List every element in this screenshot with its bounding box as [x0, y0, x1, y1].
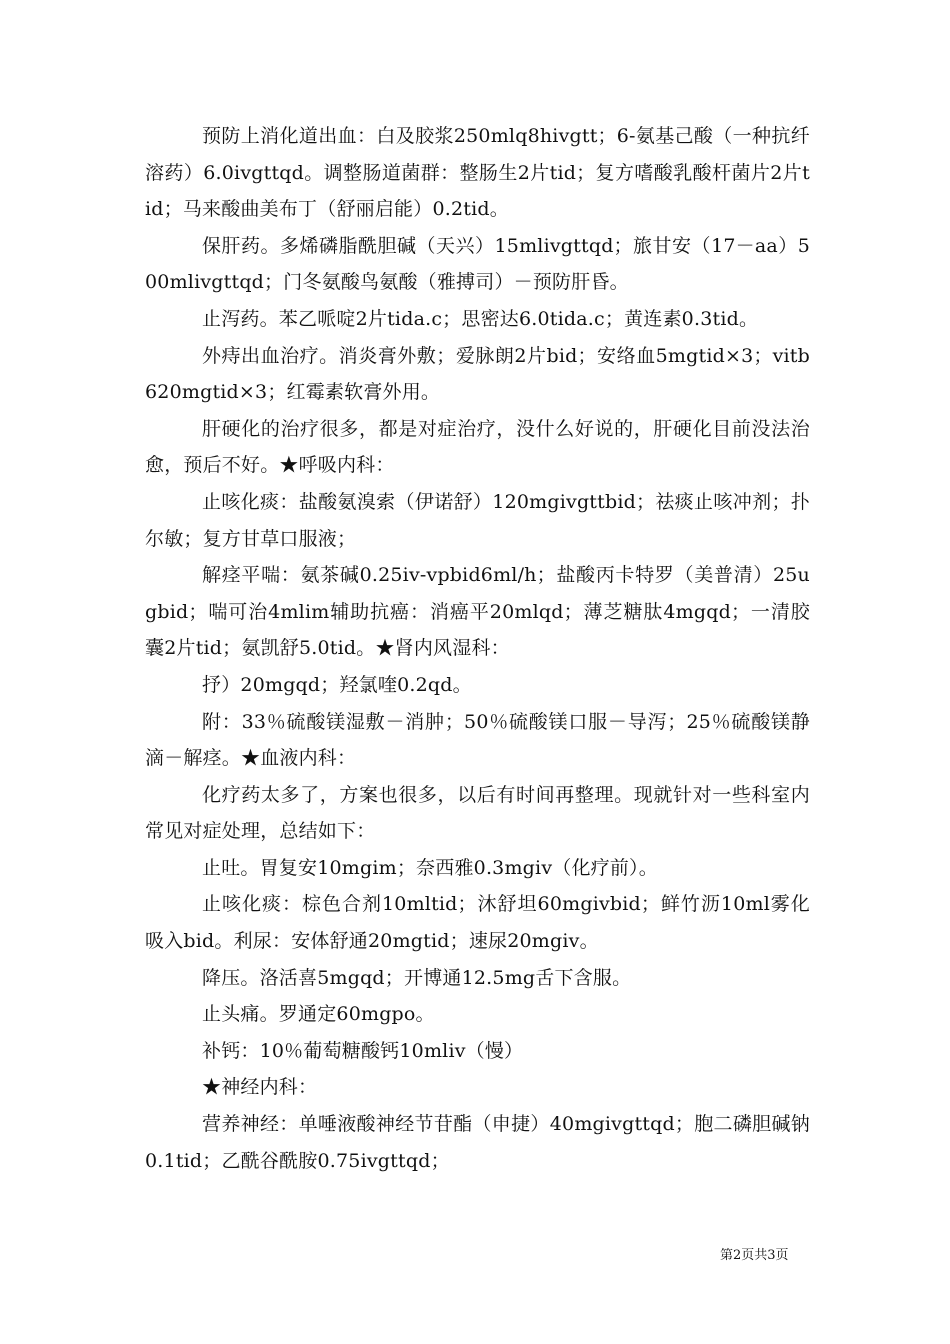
paragraph-antiemetic: 止吐。胃复安10mgim；奈西雅0.3mgiv（化疗前）。 [202, 856, 658, 879]
paragraph-headache: 止头痛。罗通定60mgpo。 [202, 1003, 435, 1026]
section-heading-neurology: ★神经内科： [202, 1076, 318, 1099]
paragraph-cirrhosis: 肝硬化的治疗很多，都是对症治疗，没什么好说的，肝硬化目前没法治愈，预后不好。★呼吸内科： [145, 417, 810, 477]
paragraph-cough-diuretic: 止咳化痰：棕色合剂10mltid；沐舒坦60mgivbid；鲜竹沥10ml雾化吸入bid。利尿：安体舒通20mgtid；速尿20mgiv。 [145, 893, 810, 953]
document-body [145, 118, 810, 1179]
paragraph-antispasmodic: 解痉平喘：氨茶碱0.25iv-vpbid6ml/h；盐酸丙卡特罗（美普清）25ugbid；喘可治4mlim辅助抗癌：消癌平20mlqd；薄芝糖肽4mgqd；一清胶囊2片tid；氨凯舒5.0tid。★肾内风湿科： [145, 564, 810, 660]
paragraph-cough: 止咳化痰：盐酸氨溴索（伊诺舒）120mgivgttbid；祛痰止咳冲剂；扑尔敏；复方甘草口服液； [145, 490, 810, 550]
paragraph-chemotherapy: 化疗药太多了，方案也很多，以后有时间再整理。现就针对一些科室内常见对症处理，总结如下： [145, 783, 810, 843]
paragraph-antidiarrheal: 止泻药。苯乙哌啶2片tida.c；思密达6.0tida.c；黄连素0.3tid。 [202, 307, 759, 330]
paragraph-magnesium-sulfate: 附：33％硫酸镁湿敷－消肿；50％硫酸镁口服－导泻；25％硫酸镁静滴－解痉。★血液内科： [145, 710, 810, 770]
paragraph-neurotrophic: 营养神经：单唾液酸神经节苷酯（申捷）40mgivgttqd；胞二磷胆碱钠0.1tid；乙酰谷酰胺0.75ivgttqd； [145, 1113, 810, 1172]
paragraph-antihypertensive: 降压。洛活喜5mgqd；开博通12.5mg舌下含服。 [202, 966, 632, 989]
paragraph-calcium: 补钙：10％葡萄糖酸钙10mliv（慢） [202, 1039, 524, 1062]
paragraph-liver-protection: 保肝药。多烯磷脂酰胆碱（天兴）15mlivgttqd；旅甘安（17－aa）500mlivgttqd；门冬氨酸鸟氨酸（雅搏司）－预防肝昏。 [145, 234, 810, 294]
paragraph-hemorrhoid: 外痔出血治疗。消炎膏外敷；爱脉朗2片bid；安络血5mgtid×3；vitb620mgtid×3；红霉素软膏外用。 [145, 344, 810, 404]
paragraph-hydroxychloroquine: 抒）20mgqd；羟氯喹0.2qd。 [202, 673, 472, 696]
paragraph-gi-bleeding: 预防上消化道出血：白及胶浆250mlq8hivgtt；6-氨基己酸（一种抗纤溶药）6.0ivgttqd。调整肠道菌群：整肠生2片tid；复方嗜酸乳酸杆菌片2片tid；马来酸曲美布丁（舒丽启能）0.2tid。 [145, 125, 810, 221]
page-number-footer: 第2页共3页 [720, 1248, 789, 1263]
